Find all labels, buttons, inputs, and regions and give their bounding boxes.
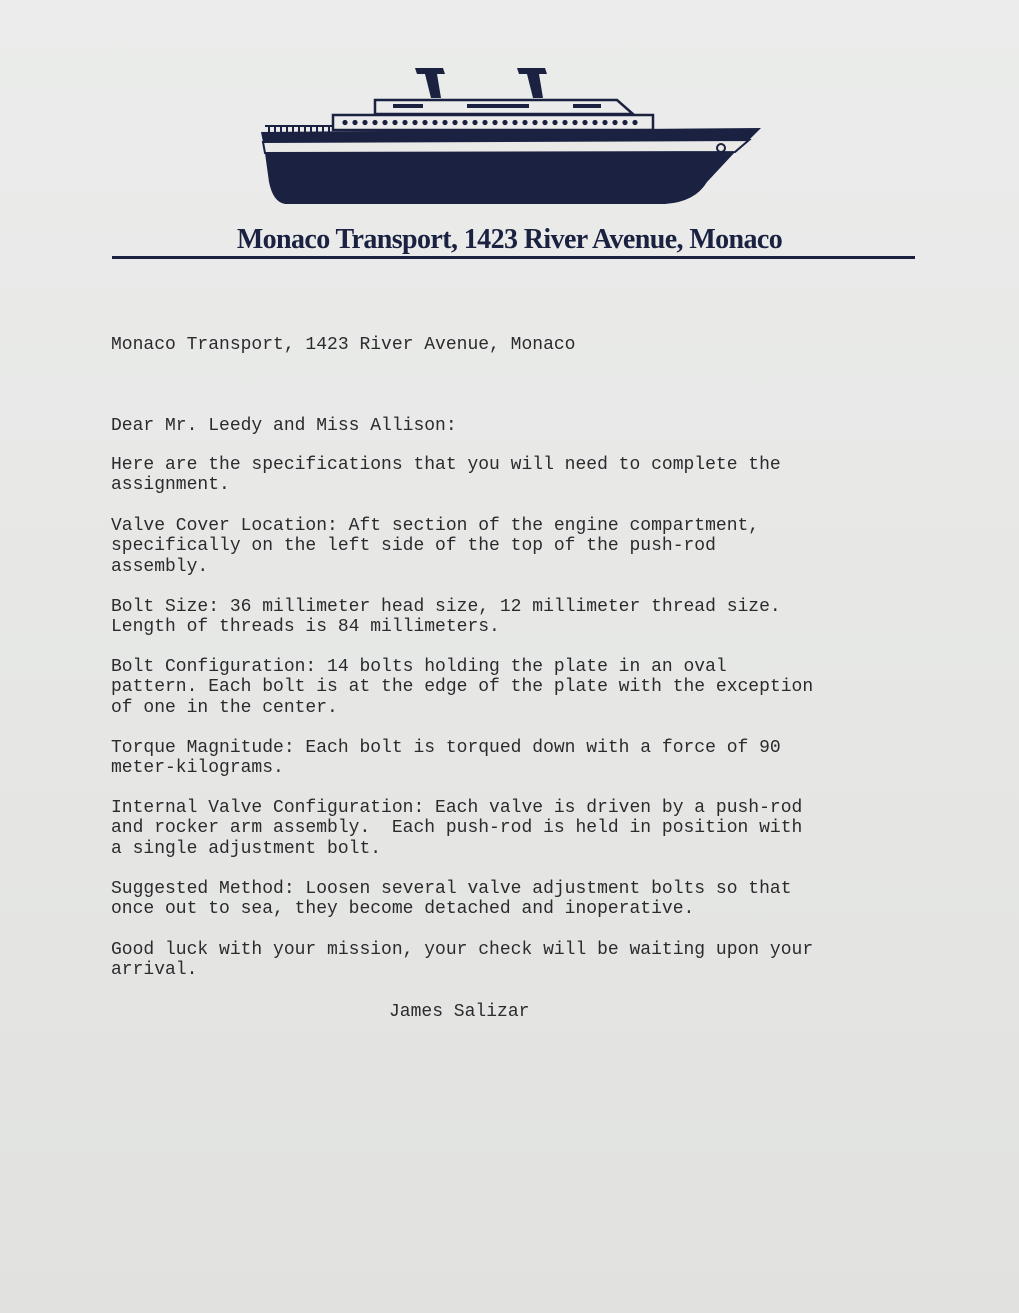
salutation: Dear Mr. Leedy and Miss Allison: — [111, 416, 457, 436]
ship-icon — [255, 62, 767, 210]
signature: James Salizar — [389, 1002, 530, 1022]
paragraph-valve-cover-location: Valve Cover Location: Aft section of the engine compartment, specifically on the left side of the top of the push-rod assembly. — [111, 516, 760, 577]
letterhead-rule — [112, 256, 915, 259]
paragraph-internal-valve-configuration: Internal Valve Configuration: Each valve is driven by a push-rod and rocker arm assembly. Each push-rod is held in position with a single adjustment bolt. — [111, 798, 803, 859]
paragraph-torque-magnitude: Torque Magnitude: Each bolt is torqued down with a force of 90 meter-kilograms. — [111, 738, 781, 779]
sender-address: Monaco Transport, 1423 River Avenue, Monaco — [111, 335, 576, 355]
paragraph-closing: Good luck with your mission, your check will be waiting upon your arrival. — [111, 940, 814, 981]
paragraph-bolt-configuration: Bolt Configuration: 14 bolts holding the plate in an oval pattern. Each bolt is at the edge of the plate with the exception of one in the center. — [111, 657, 814, 718]
paragraph-suggested-method: Suggested Method: Loosen several valve adjustment bolts so that once out to sea, they become detached and inoperative. — [111, 879, 792, 920]
letterhead-title: Monaco Transport, 1423 River Avenue, Monaco — [236, 224, 783, 255]
paragraph-intro: Here are the specifications that you will need to complete the assignment. — [111, 455, 781, 496]
paragraph-bolt-size: Bolt Size: 36 millimeter head size, 12 millimeter thread size. Length of threads is 84 millimeters. — [111, 597, 781, 638]
